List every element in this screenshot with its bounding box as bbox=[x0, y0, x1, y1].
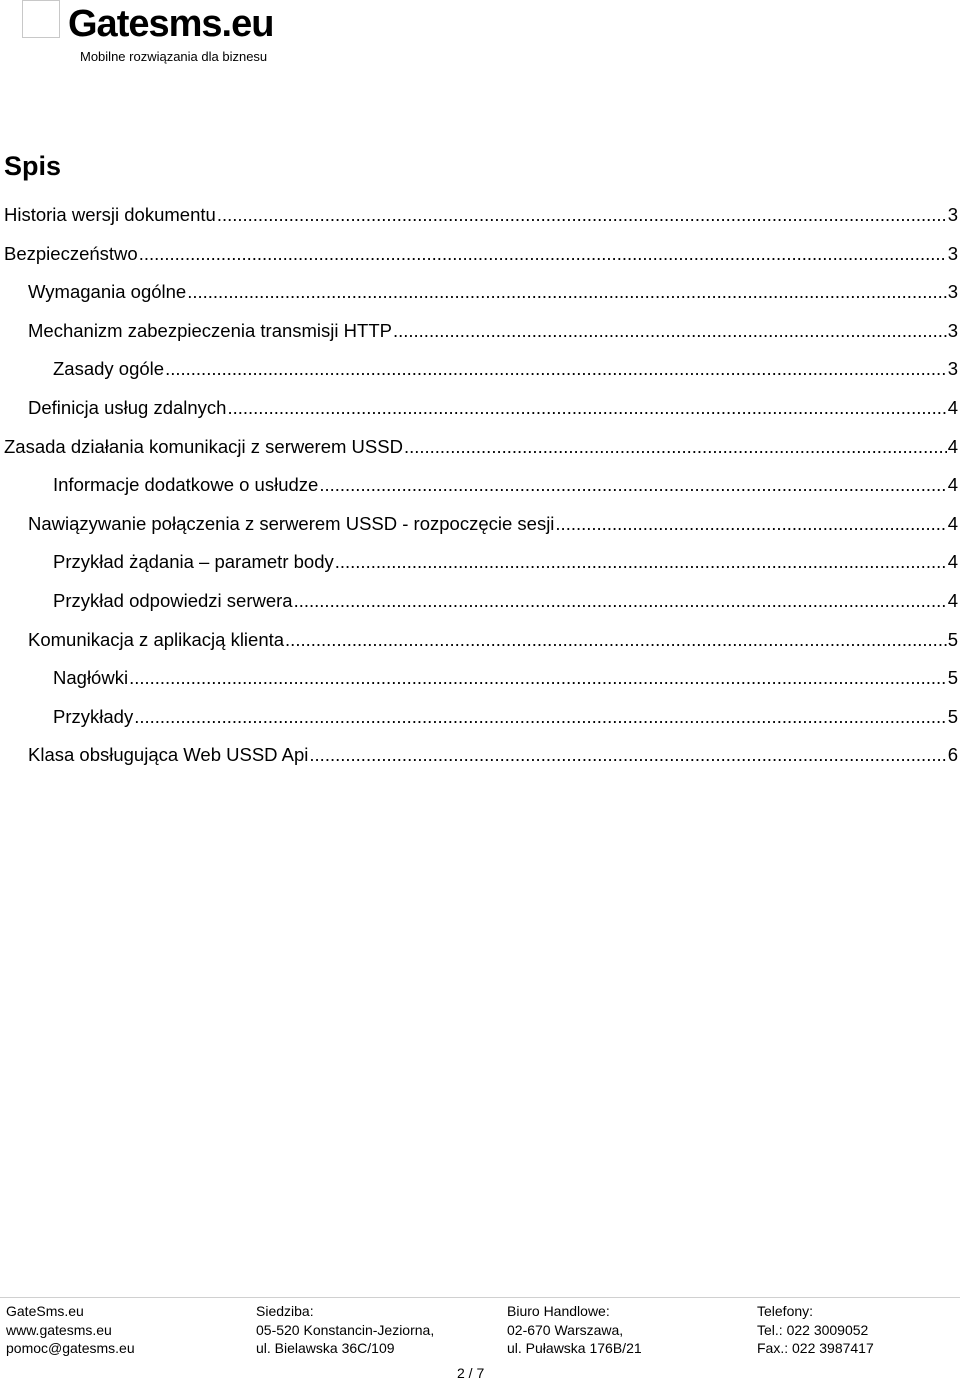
footer-fax: Fax.: 022 3987417 bbox=[757, 1340, 874, 1356]
toc-entry-title: Wymagania ogólne bbox=[28, 281, 187, 303]
toc-entry-page: 5 bbox=[947, 667, 958, 689]
toc-dot-leader bbox=[319, 474, 946, 496]
toc-entry[interactable] bbox=[28, 275, 958, 303]
toc-entry-page: 3 bbox=[947, 358, 958, 380]
footer-headquarters bbox=[256, 1302, 434, 1358]
toc-entry[interactable] bbox=[53, 661, 958, 689]
footer-company bbox=[6, 1302, 135, 1358]
footer-phones-label: Telefony: bbox=[757, 1303, 814, 1319]
toc-dot-leader bbox=[309, 744, 946, 766]
toc-dot-leader bbox=[285, 629, 947, 651]
toc-entry-page: 4 bbox=[947, 397, 958, 418]
toc-dot-leader bbox=[165, 358, 947, 380]
toc-entry[interactable] bbox=[53, 545, 958, 573]
toc-entry-page: 4 bbox=[947, 512, 958, 534]
toc-entry-page: 3 bbox=[947, 281, 958, 303]
toc-title: Spis bbox=[4, 151, 62, 181]
toc-entry[interactable] bbox=[53, 352, 958, 380]
brand-name: Gatesms.eu bbox=[68, 3, 274, 45]
toc-entry-page: 3 bbox=[947, 204, 958, 225]
footer-company-name: GateSms.eu bbox=[6, 1303, 84, 1319]
toc-entry-title: Definicja usług zdalnych bbox=[28, 397, 227, 418]
toc-entry-title: Bezpieczeństwo bbox=[4, 242, 138, 264]
toc-entry[interactable] bbox=[28, 507, 958, 535]
toc-dot-leader bbox=[129, 667, 947, 689]
footer-hq-city: 05-520 Konstancin-Jeziorna, bbox=[256, 1321, 435, 1338]
toc-dot-leader bbox=[134, 706, 947, 728]
toc-entry-page: 5 bbox=[947, 705, 958, 727]
toc-entry[interactable] bbox=[4, 198, 958, 226]
toc-entry-title: Komunikacja z aplikacją klienta bbox=[28, 628, 285, 650]
toc-entry-page: 3 bbox=[947, 319, 958, 341]
toc-dot-leader bbox=[294, 590, 947, 612]
toc-dot-leader bbox=[335, 551, 947, 573]
toc-entry-title: Nawiązywanie połączenia z serwerem USSD - rozpoczęcie sesji bbox=[28, 512, 555, 534]
brand-tagline: Mobilne rozwiązania dla biznesu bbox=[80, 49, 268, 64]
toc-entry-title: Mechanizm zabezpieczenia transmisji HTTP bbox=[28, 319, 392, 341]
footer-phones bbox=[757, 1302, 874, 1358]
toc-dot-leader bbox=[227, 397, 946, 419]
toc-entry[interactable] bbox=[53, 700, 958, 728]
toc-entry-title: Historia wersji dokumentu bbox=[4, 204, 216, 225]
footer-hq-label: Siedziba: bbox=[256, 1303, 314, 1319]
toc-dot-leader bbox=[555, 513, 946, 535]
toc-entry-title: Zasady ogóle bbox=[53, 358, 165, 380]
toc-entry[interactable] bbox=[28, 314, 958, 342]
toc-entry-page: 5 bbox=[947, 628, 958, 650]
toc-entry-title: Przykłady bbox=[53, 705, 134, 727]
toc-entry-page: 6 bbox=[947, 744, 958, 766]
toc-dot-leader bbox=[139, 243, 947, 265]
toc-entry-title: Zasada działania komunikacji z serwerem USSD bbox=[4, 435, 403, 457]
toc-entry-title: Przykład odpowiedzi serwera bbox=[53, 590, 293, 611]
footer-divider bbox=[0, 1297, 960, 1298]
toc-entry-page: 4 bbox=[947, 435, 958, 457]
footer-office-city: 02-670 Warszawa, bbox=[507, 1321, 624, 1338]
toc-entry-title: Przykład żądania – parametr body bbox=[53, 551, 334, 573]
toc-entry-page: 4 bbox=[947, 590, 958, 611]
footer-hq-street: ul. Bielawska 36C/109 bbox=[256, 1340, 395, 1356]
footer-email-link[interactable]: pomoc@gatesms.eu bbox=[6, 1340, 135, 1356]
toc-entry-page: 4 bbox=[947, 474, 958, 496]
toc-entry[interactable] bbox=[4, 237, 958, 265]
toc-dot-leader bbox=[404, 436, 947, 458]
toc-dot-leader bbox=[187, 281, 946, 303]
footer-tel: Tel.: 022 3009052 bbox=[757, 1321, 869, 1338]
toc-entry[interactable] bbox=[53, 584, 958, 612]
toc-entry[interactable] bbox=[28, 391, 958, 419]
footer-office-label: Biuro Handlowe: bbox=[507, 1303, 610, 1319]
toc-entry[interactable] bbox=[4, 430, 958, 458]
toc-entry[interactable] bbox=[53, 468, 958, 496]
toc-dot-leader bbox=[217, 204, 947, 226]
toc-dot-leader bbox=[393, 320, 947, 342]
footer-website-link[interactable]: www.gatesms.eu bbox=[6, 1321, 112, 1338]
page-number: 2 / 7 bbox=[457, 1365, 485, 1381]
toc-entry-page: 4 bbox=[947, 551, 958, 573]
toc-entry-title: Klasa obsługująca Web USSD Api bbox=[28, 744, 309, 766]
footer-office-street: ul. Puławska 176B/21 bbox=[507, 1340, 642, 1356]
logo-placeholder bbox=[22, 0, 60, 38]
toc-entry-title: Nagłówki bbox=[53, 667, 129, 689]
toc-entry[interactable] bbox=[28, 738, 958, 766]
toc-entry-page: 3 bbox=[947, 242, 958, 264]
toc-entry-title: Informacje dodatkowe o usłudze bbox=[53, 474, 319, 496]
footer-sales-office bbox=[507, 1302, 642, 1358]
toc-entry[interactable] bbox=[28, 623, 958, 651]
